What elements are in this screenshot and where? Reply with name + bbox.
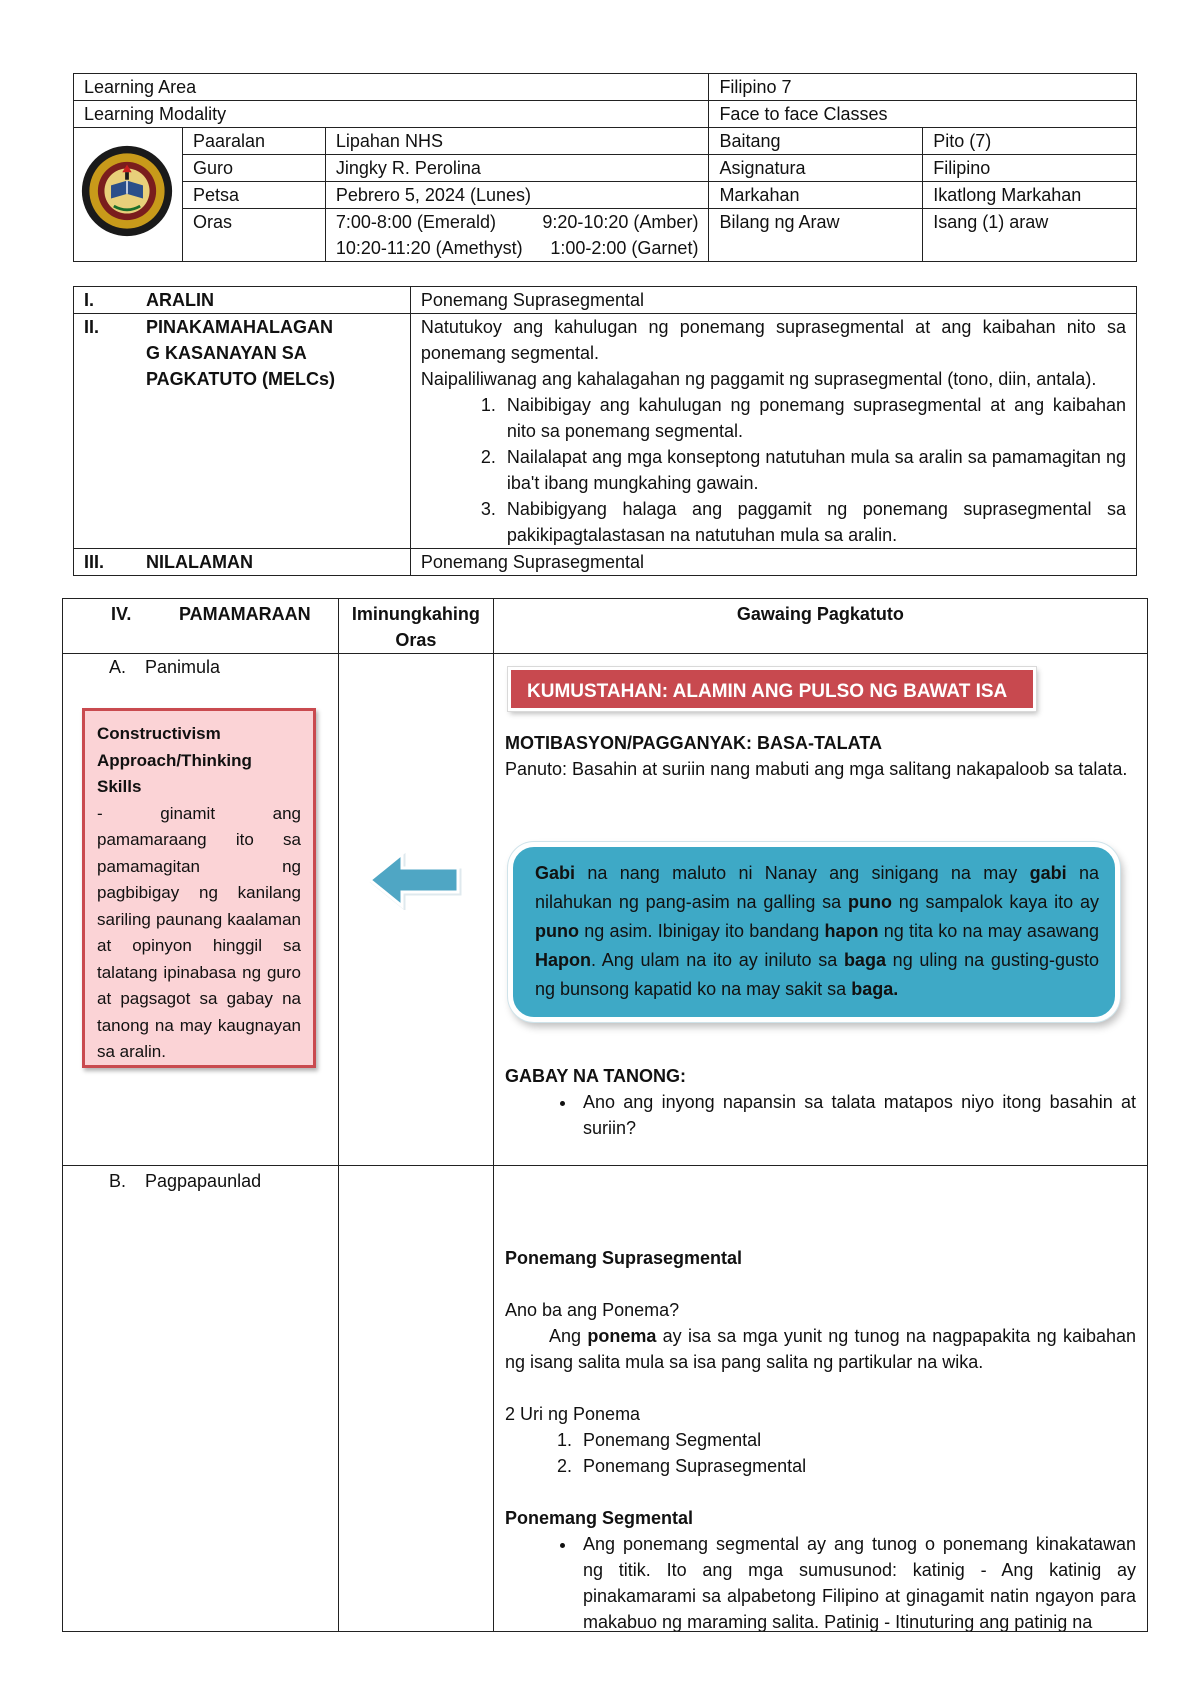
days-value: Isang (1) araw bbox=[923, 209, 1137, 262]
time-label: Oras bbox=[182, 209, 325, 262]
passage-word: Gabi bbox=[535, 863, 576, 883]
note-title-line1: Constructivism bbox=[97, 724, 221, 743]
types-list bbox=[505, 1427, 1136, 1479]
pagpapaunlad-cell bbox=[63, 1166, 339, 1632]
teacher-value: Jingky R. Perolina bbox=[325, 155, 709, 182]
time-header-line1: Iminungkahing bbox=[351, 604, 480, 624]
melc-paragraph-2: Naipaliliwanag ang kahalagahan ng paggamit ng suprasegmental (tono, diin, antala). bbox=[420, 369, 1097, 389]
aralin-label-cell bbox=[74, 287, 411, 314]
logo-cell bbox=[74, 128, 183, 262]
school-seal-logo bbox=[80, 144, 174, 238]
learning-modality-value: Face to face Classes bbox=[709, 101, 1137, 128]
passage-text: na nilahukan ng pang-asim na galling sa bbox=[535, 863, 1099, 912]
procedure-number: IV. bbox=[111, 604, 132, 624]
school-value: Lipahan NHS bbox=[325, 128, 709, 155]
definition-text: ay isa sa mga yunit ng tunog na nagpapakita ng kaibahan ng isang salita mula sa isa pang salita ng partikular na wika. bbox=[505, 1326, 1137, 1372]
guide-title: GABAY NA TANONG: bbox=[505, 1066, 687, 1086]
nilalaman-value: Ponemang Suprasegmental bbox=[410, 549, 1136, 576]
school-label: Paaralan bbox=[182, 128, 325, 155]
aralin-value: Ponemang Suprasegmental bbox=[410, 287, 1136, 314]
list-item: • Ang ponemang segmental ay ang tunog o ponemang kinakatawan ng titik. Ito ang mga sumusunod: katinig - Ang katinig ay pinakamarami sa alpabetong Filipino at ginagamit natin ngayon para makabuo ng maraming salita. Patinig - Itinuturing ang patinig na bbox=[577, 1531, 1136, 1631]
passage-word: puno bbox=[535, 921, 579, 941]
melc-label-line3: PAGKATUTO (MELCs) bbox=[146, 369, 335, 389]
panimula-letter: A. bbox=[109, 657, 127, 677]
motivation-instruction: Panuto: Basahin at suriin nang mabuti ang mga salitang nakapaloob sa talata. bbox=[505, 759, 1128, 779]
time-slot-emerald: 7:00-8:00 (Emerald) bbox=[335, 212, 496, 232]
constructivism-note bbox=[82, 708, 316, 1068]
passage-text: ng asim. Ibinigay ito bandang bbox=[578, 921, 825, 941]
passage-text: na nang maluto ni Nanay ang sinigang na may bbox=[575, 863, 1030, 883]
passage-word: baga bbox=[843, 950, 886, 970]
ponema-question: Ano ba ang Ponema? bbox=[505, 1300, 680, 1320]
passage-word: gabi bbox=[1029, 863, 1067, 883]
melc-label-line1: PINAKAMAHALAGAN bbox=[146, 317, 333, 337]
lesson-objectives-table bbox=[73, 286, 1137, 576]
list-item: 2. Nailalapat ang mga konseptong natutuhan mula sa aralin sa pamamagitan ng iba't ibang mungkahing gawain. bbox=[501, 444, 1126, 496]
panimula-label: Panimula bbox=[145, 657, 221, 677]
note-title-line2: Approach/Thinking Skills bbox=[97, 750, 252, 796]
passage-text: . Ang ulam na ito ay iniluto sa bbox=[591, 950, 844, 970]
list-item: • Ano ang inyong napansin sa talata matapos niyo itong basahin at suriin? bbox=[577, 1089, 1136, 1141]
list-item: 1. Ponemang Segmental bbox=[577, 1427, 1136, 1453]
pagpapaunlad-label: Pagpapaunlad bbox=[145, 1171, 262, 1191]
time-header-line2: Oras bbox=[395, 630, 437, 650]
time-header-cell bbox=[338, 599, 493, 654]
passage-text: ng uling na gusting-gusto ng bunsong kapatid ko na may sakit sa bbox=[535, 950, 1099, 999]
procedure-label: PAMAMARAAN bbox=[179, 604, 311, 624]
guide-question-list bbox=[505, 1089, 1136, 1141]
date-value: Pebrero 5, 2024 (Lunes) bbox=[325, 182, 709, 209]
passage-word: baga. bbox=[851, 979, 899, 999]
types-title: 2 Uri ng Ponema bbox=[505, 1404, 641, 1424]
kumustahan-banner: KUMUSTAHAN: ALAMIN ANG PULSO NG BAWAT ISA bbox=[508, 667, 1036, 711]
passage-text: ng tita ko na may asawang bbox=[878, 921, 1099, 941]
melc-number: II. bbox=[84, 317, 100, 337]
passage-word: hapon bbox=[824, 921, 879, 941]
motivation-title: MOTIBASYON/PAGGANYAK: BASA-TALATA bbox=[505, 733, 882, 753]
segmental-title: Ponemang Segmental bbox=[505, 1508, 694, 1528]
learning-modality-label: Learning Modality bbox=[74, 101, 709, 128]
time-slot-garnet: 1:00-2:00 (Garnet) bbox=[550, 238, 699, 258]
grade-value: Pito (7) bbox=[923, 128, 1137, 155]
nilalaman-label: NILALAMAN bbox=[146, 552, 253, 572]
days-label: Bilang ng Araw bbox=[709, 209, 923, 262]
quarter-label: Markahan bbox=[709, 182, 923, 209]
basa-talata-passage bbox=[508, 842, 1120, 1022]
teacher-label: Guro bbox=[182, 155, 325, 182]
list-item: 1. Naibibigay ang kahulugan ng ponemang suprasegmental at ang kaibahan nito sa ponemang segmental. bbox=[501, 392, 1126, 444]
nilalaman-label-cell bbox=[74, 549, 411, 576]
lesson-info-table bbox=[73, 73, 1137, 262]
list-item: 3. Nabibigyang halaga ang paggamit ng ponemang suprasegmental sa pakikipagtalastasan na natutuhan mula sa aralin. bbox=[501, 496, 1126, 548]
quarter-value: Ikatlong Markahan bbox=[923, 182, 1137, 209]
melc-label-cell bbox=[74, 314, 411, 549]
time-slot-amber: 9:20-10:20 (Amber) bbox=[542, 212, 699, 232]
definition-text: Ang bbox=[549, 1326, 588, 1346]
aralin-label: ARALIN bbox=[146, 290, 214, 310]
list-item: 2. Ponemang Suprasegmental bbox=[577, 1453, 1136, 1479]
melc-label-line2: G KASANAYAN SA bbox=[146, 343, 307, 363]
melc-objectives-list bbox=[421, 392, 1126, 548]
ponema-definition bbox=[505, 1323, 1136, 1375]
pagpapaunlad-letter: B. bbox=[109, 1171, 127, 1191]
time-value bbox=[325, 209, 709, 262]
aralin-number: I. bbox=[84, 290, 95, 310]
melc-paragraph-1: Natutukoy ang kahulugan ng ponemang suprasegmental at ang kaibahan nito sa ponemang segmental. bbox=[420, 317, 1126, 363]
arrow-left-icon bbox=[366, 850, 462, 910]
procedure-header-cell bbox=[63, 599, 339, 654]
segmental-list bbox=[505, 1531, 1136, 1631]
learning-area-value: Filipino 7 bbox=[709, 74, 1137, 101]
subject-label: Asignatura bbox=[709, 155, 923, 182]
time-slot-amethyst: 10:20-11:20 (Amethyst) bbox=[335, 238, 523, 258]
date-label: Petsa bbox=[182, 182, 325, 209]
grade-label: Baitang bbox=[709, 128, 923, 155]
melc-content bbox=[410, 314, 1136, 549]
passage-word: puno bbox=[847, 892, 892, 912]
nilalaman-number: III. bbox=[84, 552, 105, 572]
note-body: - ginamit ang pamamaraang ito sa pamamagitan ng pagbibigay ng kanilang sariling paunang kaalaman at opinyon hinggil sa talatang ipinabasa ng guro at pagsagot sa gabay na tanong na may kaugnayan sa aralin. bbox=[97, 803, 301, 1061]
passage-word: Hapon bbox=[535, 950, 591, 970]
learning-area-label: Learning Area bbox=[74, 74, 709, 101]
definition-term: ponema bbox=[587, 1326, 657, 1346]
subject-value: Filipino bbox=[923, 155, 1137, 182]
suprasegmental-title: Ponemang Suprasegmental bbox=[505, 1248, 743, 1268]
passage-text: ng sampalok kaya ito ay bbox=[891, 892, 1099, 912]
pagpapaunlad-time-cell bbox=[338, 1166, 493, 1632]
activity-header: Gawaing Pagkatuto bbox=[493, 599, 1147, 654]
